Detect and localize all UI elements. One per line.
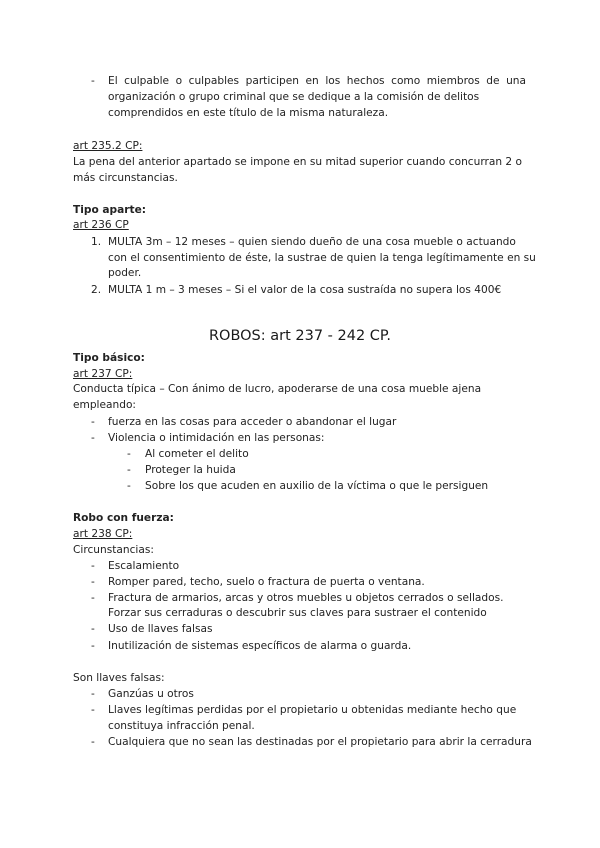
bullet-dash: - [91, 704, 95, 716]
bullet-dash: - [91, 640, 95, 652]
section-heading: Tipo aparte: [73, 204, 146, 216]
list-item-text: Fractura de armarios, arcas y otros muebles u objetos cerrados o sellados. [108, 592, 504, 604]
item-line: MULTA 3m – 12 meses – quien siendo dueño de una cosa mueble o actuando [108, 236, 516, 248]
paragraph-line: Conducta típica – Con ánimo de lucro, apoderarse de una cosa mueble ajena [73, 383, 482, 395]
section-heading: Tipo básico: [73, 352, 145, 364]
article-ref: art 237 CP: [73, 368, 133, 380]
section-heading: Robo con fuerza: [73, 512, 174, 524]
item-line: poder. [108, 267, 142, 279]
bullet-dash: - [91, 576, 95, 588]
list-item-text: Violencia o intimidación en las personas: [108, 432, 325, 444]
bullet-dash: - [91, 592, 95, 604]
list-item-text: Romper pared, techo, suelo o fractura de puerta o ventana. [108, 576, 425, 588]
list-item-text: Llaves legítimas perdidas por el propietario u obtenidas mediante hecho que [108, 704, 517, 716]
sub-item-text: Sobre los que acuden en auxilio de la víctima o que le persiguen [145, 480, 489, 492]
bullet-dash: - [91, 75, 95, 87]
list-item-text: Forzar sus cerraduras o descubrir sus claves para sustraer el contenido [108, 607, 487, 619]
article-ref: art 235.2 CP: [73, 140, 143, 152]
sub-item-text: Proteger la huida [145, 464, 236, 476]
paragraph-line: empleando: [73, 399, 137, 411]
bullet-dash: - [127, 480, 131, 492]
sub-item-text: Al cometer el delito [145, 448, 249, 460]
item-number: 1. [91, 236, 102, 248]
list-item-text: Cualquiera que no sean las destinadas por el propietario para abrir la cerradura [108, 736, 532, 748]
list-item-text: fuerza en las cosas para acceder o abandonar el lugar [108, 416, 397, 428]
list-item-text: constituya infracción penal. [108, 720, 255, 732]
item-line: MULTA 1 m – 3 meses – Si el valor de la cosa sustraída no supera los 400€ [108, 284, 502, 296]
bullet-dash: - [127, 448, 131, 460]
paragraph-line: La pena del anterior apartado se impone en su mitad superior cuando concurran 2 o [73, 156, 523, 168]
section-title: ROBOS: art 237 - 242 CP. [208, 328, 392, 344]
paragraph-line: más circunstancias. [73, 172, 178, 184]
list-item-text: Uso de llaves falsas [108, 623, 213, 635]
item-line: con el consentimiento de éste, la sustrae de quien la tenga legítimamente en su [108, 252, 536, 264]
bullet-dash: - [91, 688, 95, 700]
bullet-dash: - [91, 736, 95, 748]
list-item-text: Inutilización de sistemas específicos de alarma o guarda. [108, 640, 412, 652]
bullet-dash: - [91, 432, 95, 444]
paragraph-line: Son llaves falsas: [73, 672, 165, 684]
item-number: 2. [91, 284, 102, 296]
bullet-line: comprendidos en este título de la misma naturaleza. [108, 107, 389, 119]
bullet-dash: - [91, 560, 95, 572]
bullet-dash: - [91, 623, 95, 635]
bullet-line: organización o grupo criminal que se dedique a la comisión de delitos [108, 91, 480, 103]
article-ref: art 238 CP: [73, 528, 133, 540]
article-ref: art 236 CP [73, 219, 129, 231]
bullet-dash: - [127, 464, 131, 476]
list-item-text: Ganzúas u otros [108, 688, 194, 700]
paragraph-line: Circunstancias: [73, 544, 154, 556]
bullet-line: El culpable o culpables participen en los hechos como miembros de una [108, 75, 526, 87]
bullet-dash: - [91, 416, 95, 428]
list-item-text: Escalamiento [108, 560, 180, 572]
